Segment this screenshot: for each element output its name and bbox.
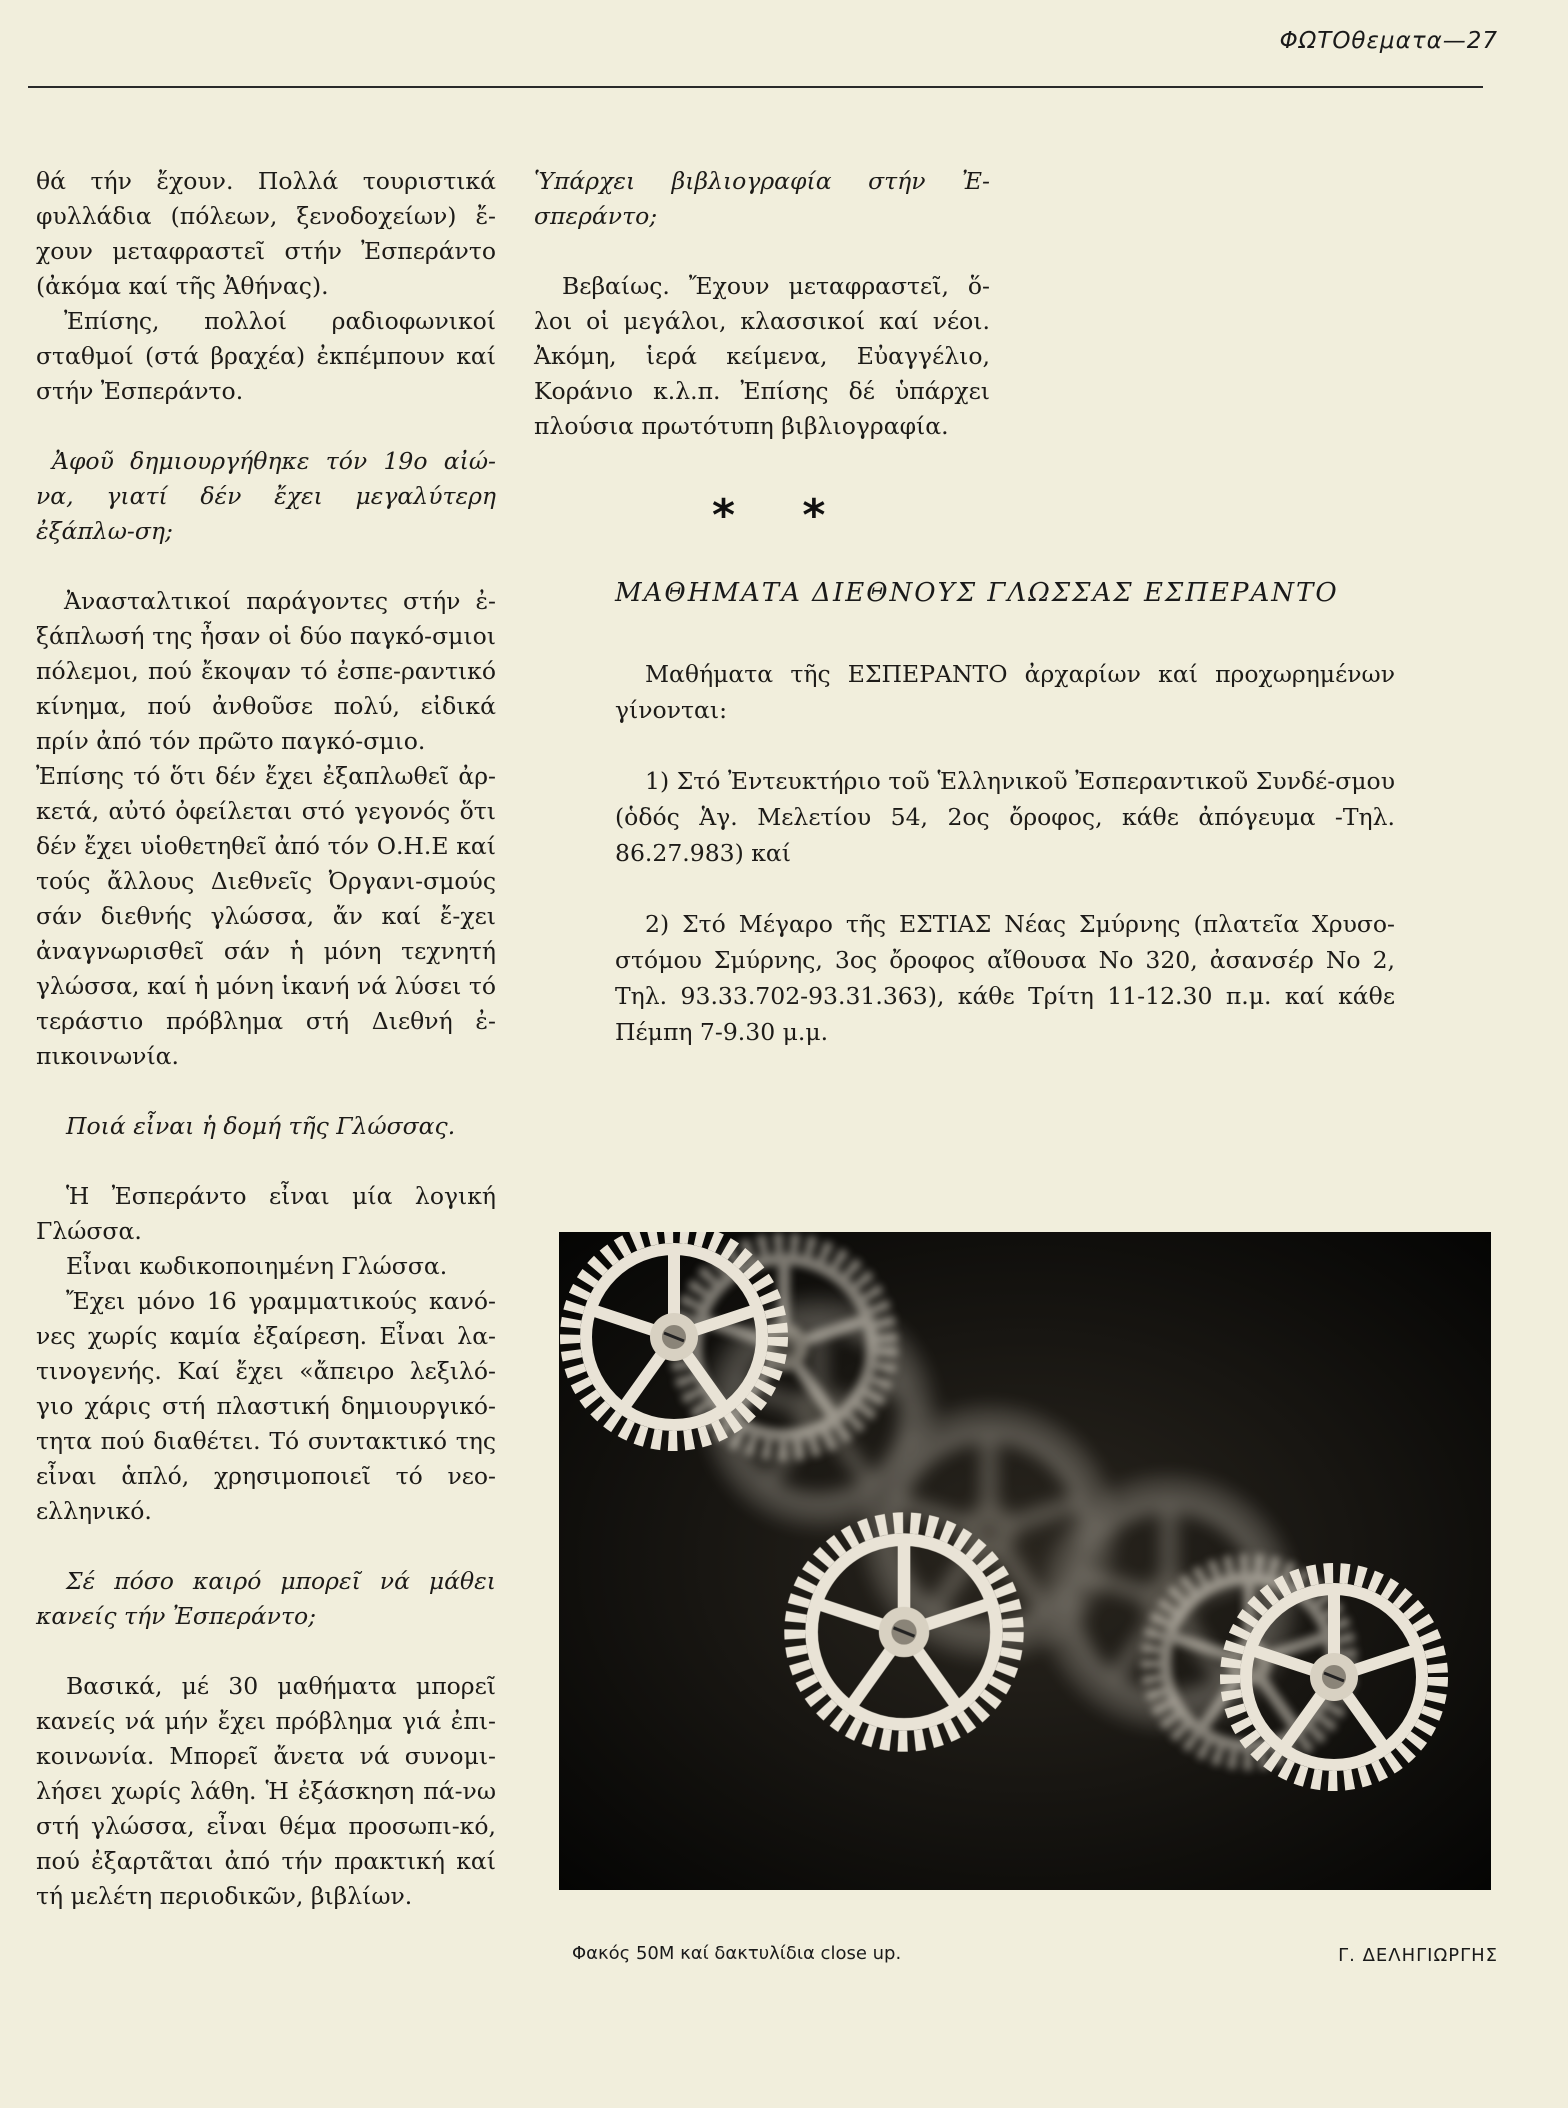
lessons-title: ΜΑΘΗΜΑΤΑ ΔΙΕΘΝΟΥΣ ΓΛΩΣΣΑΣ ΕΣΠΕΡΑΝΤΟ xyxy=(615,578,1339,608)
interview-question: Ποιά εἶναι ἡ δομή τῆς Γλώσσας. xyxy=(66,1112,456,1140)
paragraph: Εἶναι κωδικοποιημένη Γλώσσα. xyxy=(66,1252,448,1280)
photo-caption: Φακός 50M καί δακτυλίδια close up. xyxy=(572,1943,902,1964)
interview-question: Ἀφοῦ δημιουργήθηκε τόν 19ο αἰώ-να, γιατί δέν ἔχει μεγαλύτερη ἐξάπλω-ση; xyxy=(36,447,496,545)
paragraph: Ἔχει μόνο 16 γραμματικούς κανό-νες χωρίς καμία ἐξαίρεση. Εἶναι λα-τινογενής. Καί ἔχει «ἄπειρο λεξιλό-γιο χάρις στή πλαστική δημιουργικό-τητα πού διαθέτει. Τό συντακτικό της εἶναι ἁπλό, χρησιμοποιεῖ τό νεο-ελληνικό. xyxy=(36,1287,496,1525)
header-rule xyxy=(28,86,1483,88)
left-column xyxy=(36,164,496,1914)
paragraph: Ἐπίσης τό ὅτι δέν ἔχει ἐξαπλωθεῖ ἀρ-κετά, αὐτό ὀφείλεται στό γεγονός ὅτι δέν ἔχει υἱοθετηθεῖ ἀπό τόν Ο.Η.Ε καί τούς ἄλλους Διεθνεῖς Ὀργανι-σμούς σάν διεθνής γλώσσα, ἄν καί ἔ-χει ἀναγνωρισθεῖ σάν ἡ μόνη τεχνητή γλώσσα, καί ἡ μόνη ἱκανή νά λύσει τό τεράστιο πρόβλημα στή Διεθνή ἐ-πικοινωνία. xyxy=(36,762,496,1070)
lessons-intro: Μαθήματα τῆς ΕΣΠΕΡΑΝΤΟ ἀρχαρίων καί προχωρημένων γίνονται: xyxy=(615,660,1395,724)
section-separator: * * xyxy=(712,490,852,541)
interview-question: Σέ πόσο καιρό μπορεῖ νά μάθει κανείς τήν Ἐσπεράντο; xyxy=(36,1567,496,1630)
photo-credit: Γ. ΔΕΛΗΓΙΩΡΓΗΣ xyxy=(1338,1945,1498,1966)
right-column xyxy=(534,164,990,444)
paragraph: θά τήν ἔχουν. Πολλά τουριστικά φυλλάδια (πόλεων, ξενοδοχείων) ἔ-χουν μεταφραστεῖ στήν Ἐσπεράντο (ἀκόμα καί τῆς Ἀθήνας). xyxy=(36,167,496,300)
paragraph: Ἀνασταλτικοί παράγοντες στήν ἐ-ξάπλωσή της ἦσαν οἱ δύο παγκό-σμιοι πόλεμοι, πού ἔκοψαν τό ἐσπε-ραντικό κίνημα, πού ἀνθοῦσε πολύ, εἰδικά πρίν ἀπό τόν πρῶτο παγκό-σμιο. xyxy=(36,587,496,755)
gears-image xyxy=(559,1232,1491,1890)
interview-question: Ὑπάρχει βιβλιογραφία στήν Ἐ-σπεράντο; xyxy=(534,167,990,230)
paragraph: Βασικά, μέ 30 μαθήματα μπορεῖ κανείς νά μήν ἔχει πρόβλημα γιά ἐπι-κοινωνία. Μπορεῖ ἄνετα νά συνομι-λήσει χωρίς λάθη. Ἡ ἐξάσκηση πά-νω στή γλώσσα, εἶναι θέμα προσωπι-κό, πού ἐξαρτᾶται ἀπό τήν πρακτική καί τή μελέτη περιοδικῶν, βιβλίων. xyxy=(36,1672,496,1910)
paragraph: Βεβαίως. Ἔχουν μεταφραστεῖ, ὅ-λοι οἱ μεγάλοι, κλασσικοί καί νέοι. Ἀκόμη, ἱερά κείμενα, Εὐαγγέλιο, Κοράνιο κ.λ.π. Ἐπίσης δέ ὑπάρχει πλούσια πρωτότυπη βιβλιογραφία. xyxy=(534,272,990,440)
lessons-item: 1) Στό Ἐντευκτήριο τοῦ Ἑλληνικοῦ Ἐσπεραντικοῦ Συνδέ-σμου (ὁδός Ἁγ. Μελετίου 54, 2ος ὄροφος, κάθε ἀπόγευμα -Τηλ. 86.27.983) καί xyxy=(615,767,1395,867)
paragraph: Ἐπίσης, πολλοί ραδιοφωνικοί σταθμοί (στά βραχέα) ἐκπέμπουν καί στήν Ἐσπεράντο. xyxy=(36,307,496,405)
lessons-block xyxy=(615,656,1395,1050)
gears-photograph xyxy=(559,1232,1491,1890)
running-head: ΦΩΤΟθεματα—27 xyxy=(1279,28,1498,54)
lessons-item: 2) Στό Μέγαρο τῆς ΕΣΤΙΑΣ Νέας Σμύρνης (πλατεῖα Χρυσο-στόμου Σμύρνης, 3ος ὄροφος αἴθουσα Νο 320, ἀσανσέρ Νο 2, Τηλ. 93.33.702-93.31.363), κάθε Τρίτη 11-12.30 π.μ. καί κάθε Πέμπη 7-9.30 μ.μ. xyxy=(615,910,1395,1046)
paragraph: Ἡ Ἐσπεράντο εἶναι μία λογική Γλώσσα. xyxy=(36,1182,496,1245)
